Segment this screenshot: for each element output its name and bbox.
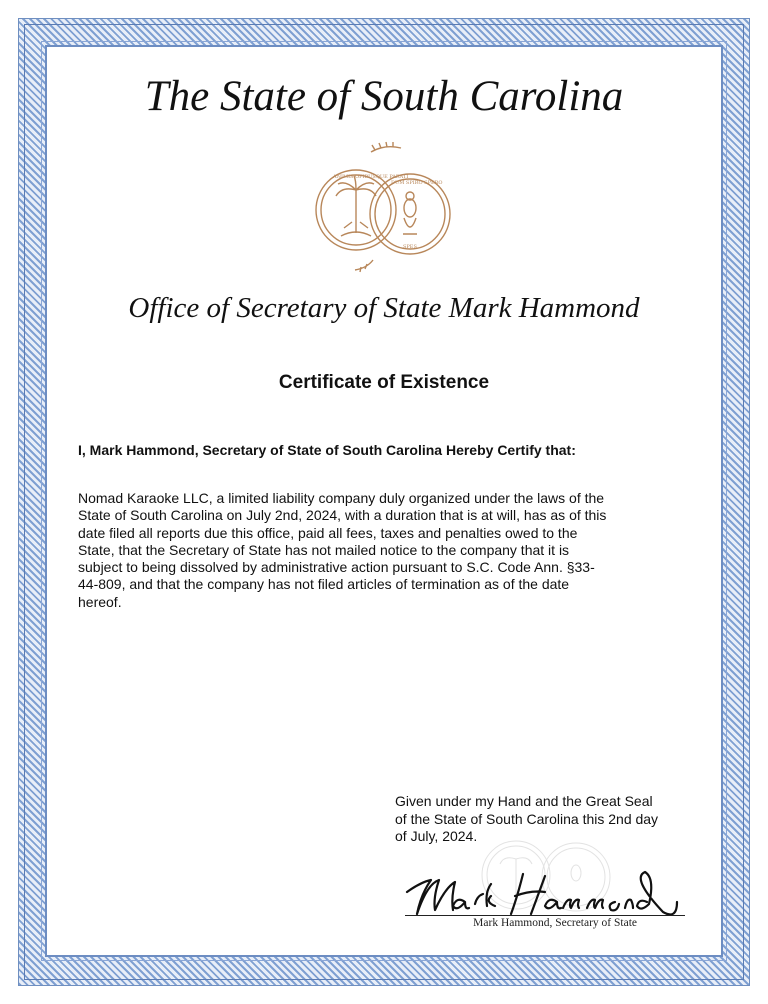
state-title: The State of South Carolina <box>144 73 624 120</box>
seal-right-motto: DUM SPIRO SPERO <box>391 180 443 186</box>
certify-statement: I, Mark Hammond, Secretary of State of South Carolina Hereby Certify that: <box>78 442 576 458</box>
seal-spes-text: SPES <box>403 244 417 250</box>
office-title: Office of Secretary of State Mark Hammond <box>128 292 640 324</box>
seal-left-motto: ANIMIS OPIBUSQUE PARATI <box>333 174 409 180</box>
attestation-text: Given under my Hand and the Great Seal of the State of South Carolina this 2nd day of July, 2024. <box>395 793 659 844</box>
certificate-heading: Certificate of Existence <box>278 372 490 393</box>
certificate-body: Nomad Karaoke LLC, a limited liability company duly organized under the laws of the State of South Carolina on July 2nd, 2024, with a duration that is at will, has as of this date filed all reports due this office, paid all fees, taxes and penalties owed to the State, that the Secretary of State has not mailed notice to the company that it is subject to being dissolved by administrative action pursuant to S.C. Code Ann. §33- 44-809, and that the company has not filed articles of termination as of the date hereof. <box>78 490 607 610</box>
signature-caption: Mark Hammond, Secretary of State <box>473 917 637 929</box>
signature-line <box>405 915 685 916</box>
great-seal-icon <box>311 138 457 276</box>
signature-image <box>395 862 695 922</box>
